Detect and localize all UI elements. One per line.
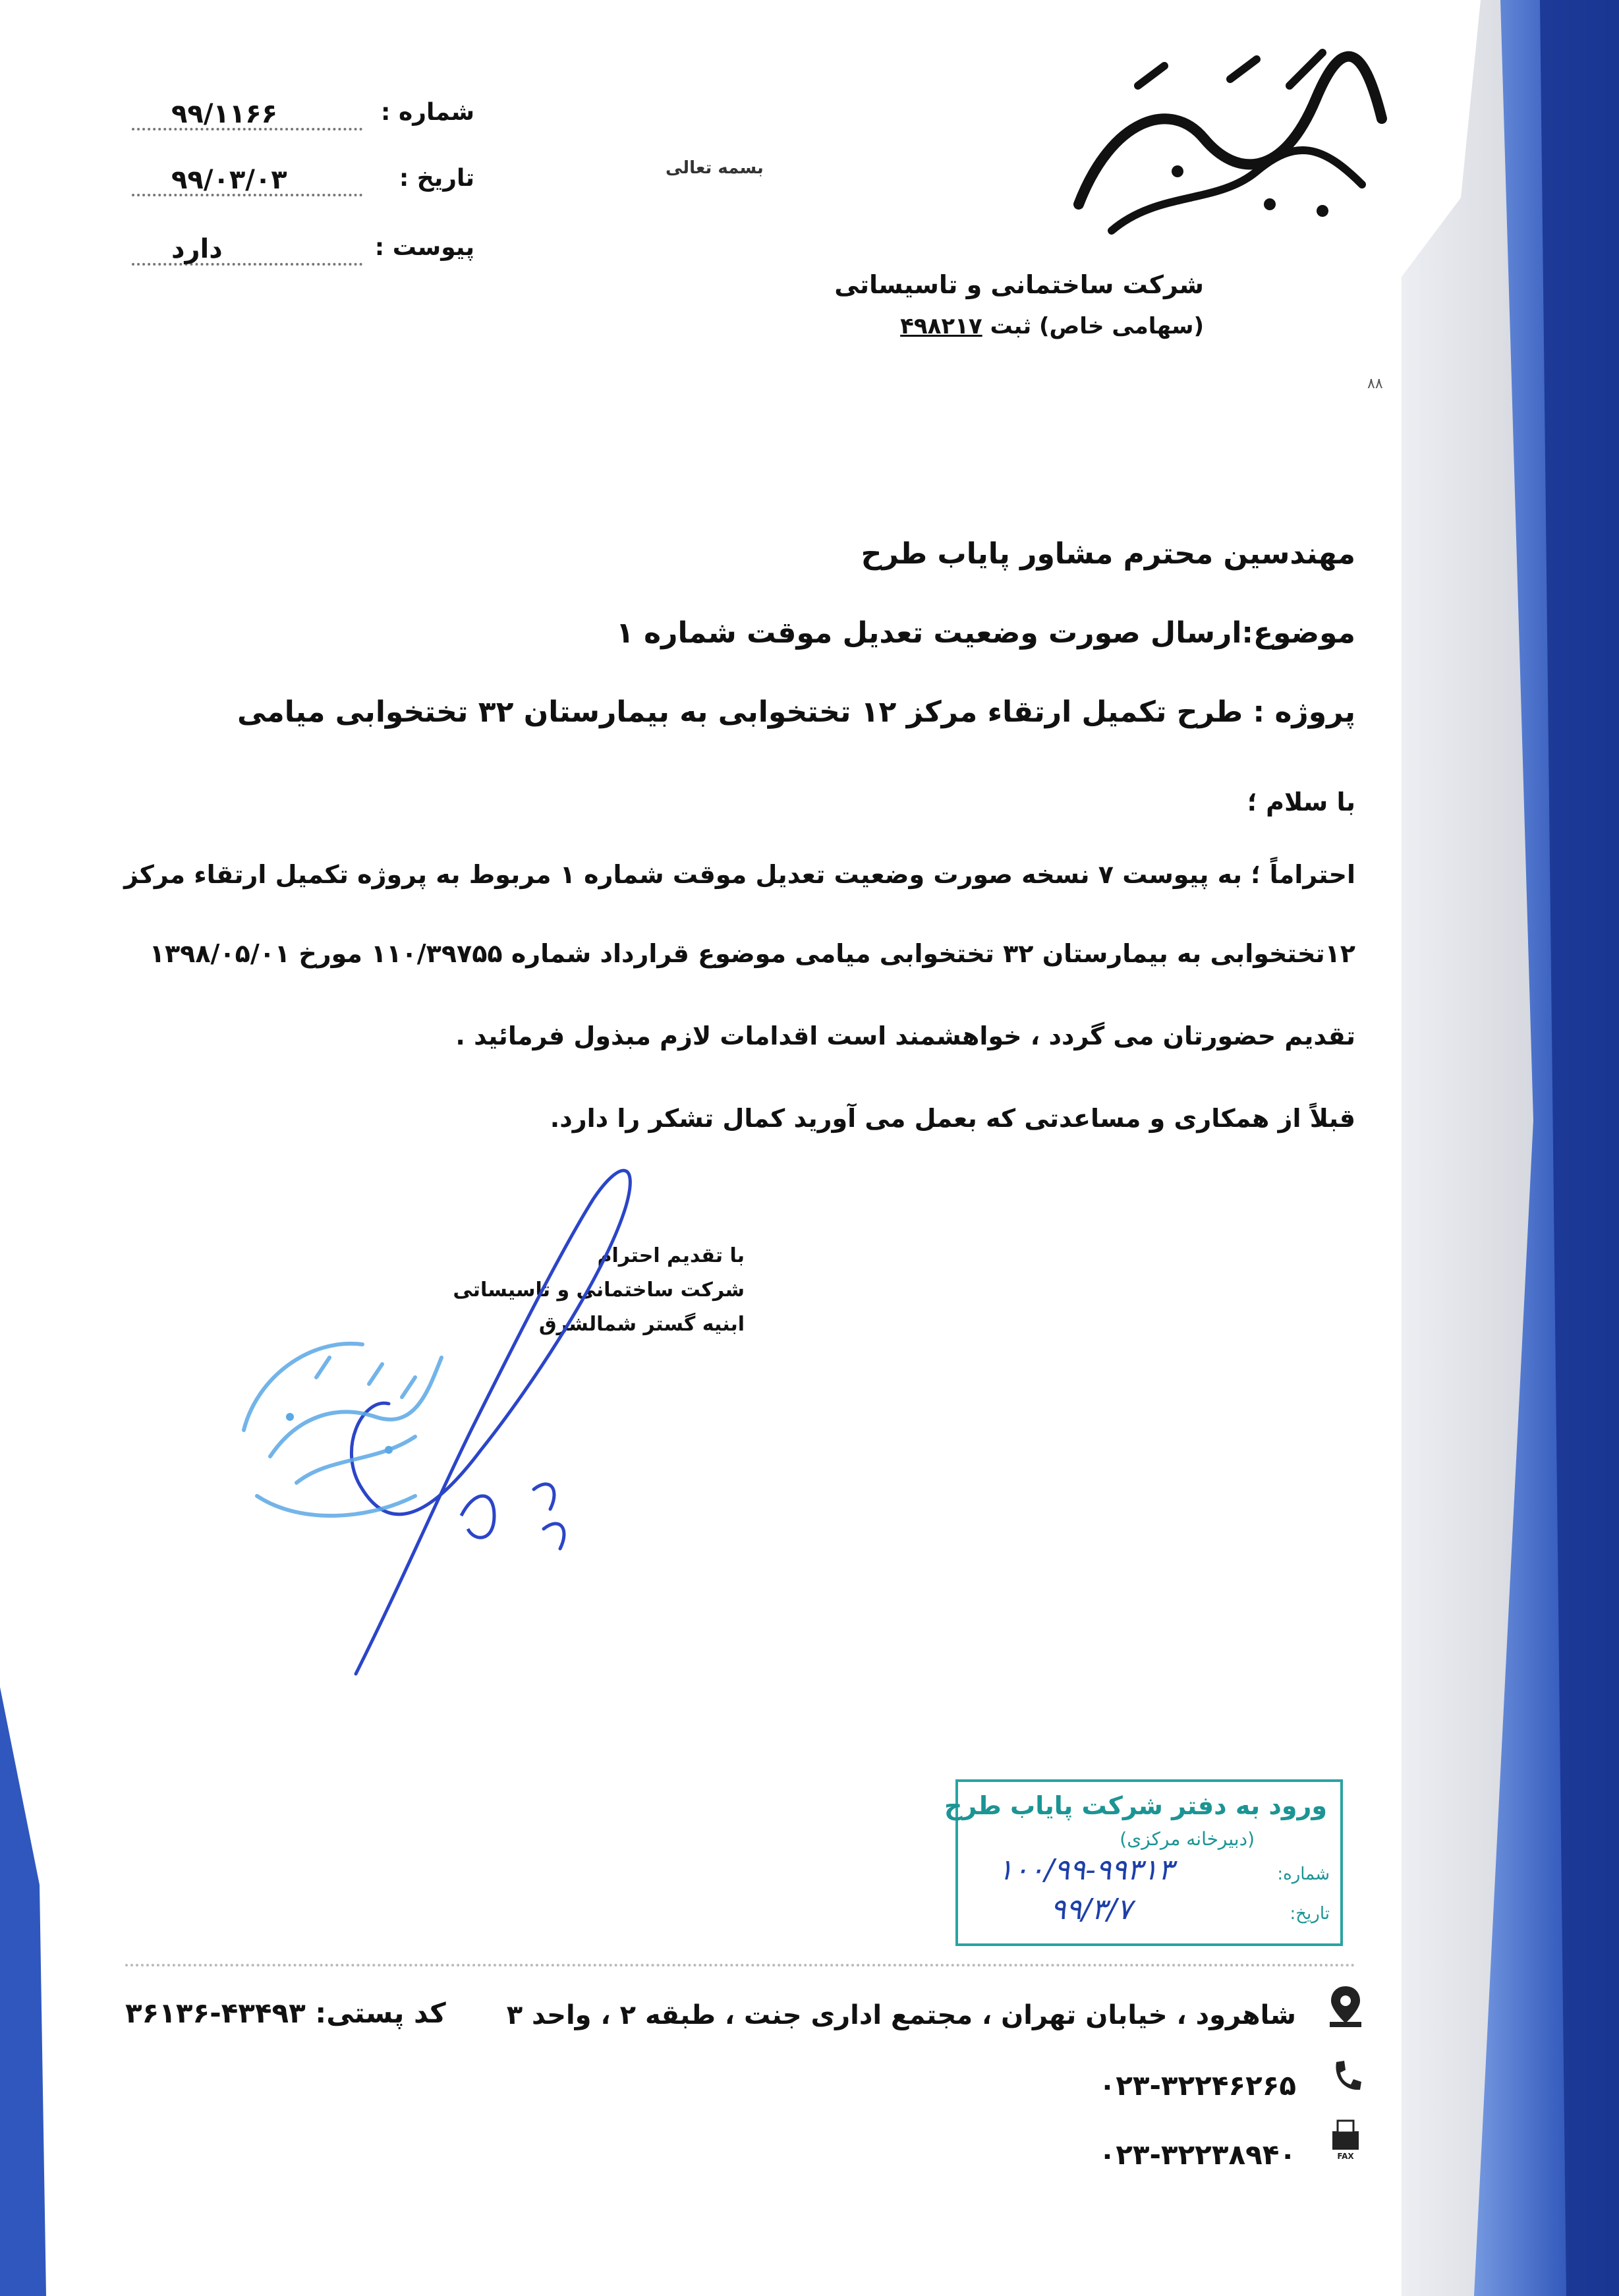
company-name: شرکت ساختمانی و تاسیساتی (834, 270, 1204, 299)
greeting: با سلام ؛ (1247, 788, 1355, 817)
location-pin-icon (1326, 1984, 1365, 2030)
letter-attachment-label: پیوست : (374, 234, 474, 261)
letter-date-label: تاریخ : (399, 165, 474, 192)
logo-text: ابنیه گستر شمالشرق (1227, 250, 1234, 251)
project-line: پروژه : طرح تکمیل ارتقاء مرکز ۱۲ تختخوابی به بیمارستان ۳۲ تختخوابی میامی (237, 695, 1355, 729)
letter-number-value: ۹۹/۱۱۶۶ (171, 99, 278, 129)
company-seal (217, 1285, 468, 1535)
footer-divider (125, 1964, 1355, 1966)
stamp-date-value: ۹۹/۳/۷ (1050, 1893, 1133, 1926)
signature-line: با تقدیم احترام (597, 1244, 745, 1267)
company-logo (861, 40, 1402, 257)
basmala: بسمه تعالی (666, 158, 764, 178)
decorative-corner-accent (0, 1687, 46, 2296)
body-paragraph-line: احتراماً ؛ به پیوست ۷ نسخه صورت وضعیت تعدیل موقت شماره ۱ مربوط به پروژه تکمیل ارتقاء مرکز (124, 860, 1355, 889)
registration-prefix: (سهامی خاص) ثبت (990, 313, 1204, 339)
phone-icon (1326, 2053, 1365, 2099)
footer-address: شاهرود ، خیابان تهران ، مجتمع اداری جنت ، طبقه ۲ ، واحد ۳ (506, 2000, 1296, 2030)
body-paragraph-line: تقدیم حضورتان می گردد ، خواهشمند است اقدامات لازم مبذول فرمائید . (455, 1021, 1355, 1050)
signature-line: شرکت ساختمانی و تاسیساتی (453, 1278, 745, 1302)
letter-date-value: ۹۹/۰۳/۰۳ (171, 165, 287, 195)
letter-number-label: شماره : (381, 99, 474, 126)
registration-number: ۴۹۸۲۱۷ (900, 313, 982, 339)
subject-line: موضوع:ارسال صورت وضعیت تعدیل موقت شماره ۱ (615, 616, 1355, 650)
letter-number-row (132, 99, 474, 145)
letter-attachment-value: دارد (171, 234, 223, 264)
stamp-date-label: تاریخ: (1290, 1904, 1330, 1924)
side-mark: ۸۸ (1367, 376, 1383, 392)
stamp-title: ورود به دفتر شرکت پایاب طرح (944, 1791, 1327, 1820)
fax-icon-label: FAX (1337, 2152, 1354, 2161)
letter-attachment-row (132, 234, 474, 280)
body-paragraph-line: ۱۲تختخوابی به بیمارستان ۳۲ تختخوابی میامی موضوع قرارداد شماره ۱۱۰/۳۹۷۵۵ مورخ ۱۳۹۸/۰۵/۰۱ (149, 939, 1355, 968)
signature-line: ابنیه گستر شمالشرق (538, 1313, 745, 1336)
letter-date-row (132, 165, 474, 211)
decorative-side-band (1402, 0, 1619, 2296)
footer-postal-code: کد پستی: ۴۳۴۹۳-۳۶۱۳۶ (125, 1997, 446, 2029)
closing-line: قبلاً از همکاری و مساعدتی که بعمل می آورید کمال تشکر را دارد. (550, 1104, 1355, 1133)
footer-phone: ۰۲۳-۳۲۲۴۶۲۶۵ (1098, 2069, 1296, 2102)
fax-icon (1326, 2115, 1365, 2162)
stamp-number-label: شماره: (1277, 1864, 1330, 1884)
letterhead (834, 40, 1402, 343)
addressee: مهندسین محترم مشاور پایاب طرح (861, 537, 1355, 571)
stamp-subtitle: (دبیرخانه مرکزی) (1120, 1828, 1255, 1850)
stamp-number-value: ۱۰۰/۹۹-۹۹۳۱۳ (998, 1853, 1174, 1887)
received-stamp (944, 1779, 1343, 1946)
company-registration (900, 313, 1204, 339)
footer-fax: ۰۲۳-۳۲۲۳۸۹۴۰ (1098, 2138, 1296, 2171)
dotted-line (132, 263, 362, 266)
